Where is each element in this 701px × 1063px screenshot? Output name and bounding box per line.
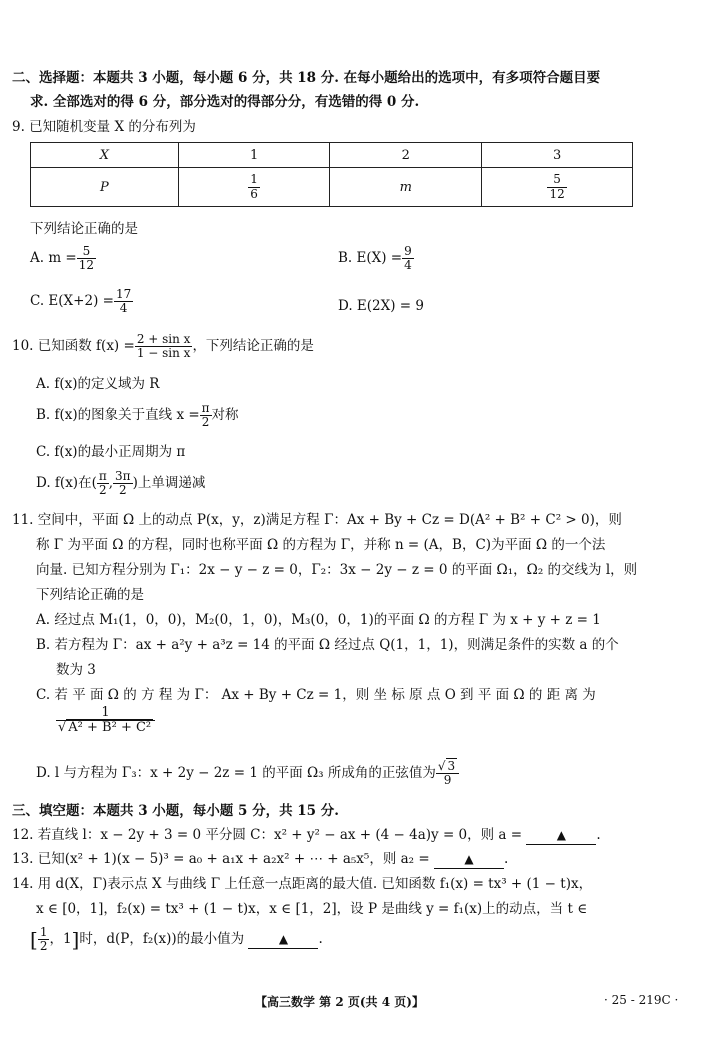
q9-prompt: 下列结论正确的是 bbox=[30, 221, 138, 237]
q11-option-b-1: B. 若方程为 Γ：ax + a²y + a³z = 14 的平面 Ω 经过点 Q(1，1，1)，则满足条件的实数 a 的个 bbox=[36, 637, 619, 653]
table-cell-p2: m bbox=[330, 168, 482, 207]
answer-blank[interactable]: ▲ bbox=[434, 854, 504, 869]
q10-option-c: C. f(x)的最小正周期为 π bbox=[36, 444, 186, 460]
footer-page-info: 【高三数学 第 2 页(共 4 页)】 bbox=[255, 995, 424, 1009]
table-row-label-p: P bbox=[31, 168, 179, 207]
q11-line-2: 称 Γ 为平面 Ω 的方程，同时也称平面 Ω 的方程为 Γ，并称 n = (A，B，C)为平面 Ω 的一个法 bbox=[36, 537, 606, 553]
section-3-heading: 三、填空题：本题共 3 小题，每小题 5 分，共 15 分. bbox=[12, 803, 339, 819]
answer-blank[interactable]: ▲ bbox=[248, 934, 318, 949]
distribution-table bbox=[30, 142, 633, 207]
q11-option-b-2: 数为 3 bbox=[56, 662, 96, 678]
q11-option-c-1: C. 若 平 面 Ω 的 方 程 为 Γ： Ax + By + Cz = 1，则 坐 标 原 点 O 到 平 面 Ω 的 距 离 为 bbox=[36, 687, 596, 703]
q10-option-d: D. f(x)在( $\frac{\pi}{2}$ , $\frac{3\pi}{2}$ )上单调递减 bbox=[36, 469, 206, 498]
section-2-heading: 二、选择题：本题共 3 小题，每小题 6 分，共 18 分. 在每小题给出的选项中，有多项符合题目要 bbox=[12, 70, 601, 86]
q14-line-2: x ∈ [0，1]，f₂(x) = tx³ + (1 − t)x，x ∈ [1，2]，设 P 是曲线 y = f₁(x)上的动点，当 t ∈ bbox=[36, 901, 588, 917]
q11-line-3: 向量. 已知方程分别为 Γ₁：2x − y − z = 0，Γ₂：3x − 2y − z = 0 的平面 Ω₁，Ω₂ 的交线为 l，则 bbox=[36, 562, 638, 578]
table-cell-p1: $\frac{1}{6}$ bbox=[178, 168, 330, 207]
answer-blank[interactable]: ▲ bbox=[526, 830, 596, 845]
q14-line-1: 14. 用 d(X，Γ)表示点 X 与曲线 Γ 上任意一点距离的最大值. 已知函数 f₁(x) = tx³ + (1 − t)x， bbox=[12, 876, 593, 892]
q14-line-3: [ $\frac{1}{2}$ ，1]时，d(P，f₂(x))的最小值为 ▲ . bbox=[30, 925, 323, 954]
q11-option-c-2: $\frac{1}{\text{√ A² + B² + C²}}$ bbox=[56, 706, 155, 736]
table-cell-p3: $\frac{5}{12}$ bbox=[482, 168, 633, 207]
q9-option-b: B. E(X) = $\frac{9}{4}$ bbox=[338, 244, 412, 273]
q12: 12. 若直线 l：x − 2y + 3 = 0 平分圆 C：x² + y² − ax + (4 − 4a)y = 0，则 a = ▲ . bbox=[12, 827, 601, 843]
table-header-2: 2 bbox=[330, 143, 482, 168]
footer-code: · 25 - 219C · bbox=[604, 993, 679, 1007]
q9-stem: 9. 已知随机变量 X 的分布列为 bbox=[12, 119, 196, 135]
section-2-heading-cont: 求. 全部选对的得 6 分，部分选对的得部分分，有选错的得 0 分. bbox=[30, 94, 420, 110]
table-header-x: X bbox=[31, 143, 179, 168]
table-header-1: 1 bbox=[178, 143, 330, 168]
q9-option-c: C. E(X+2) = $\frac{17}{4}$ bbox=[30, 287, 132, 316]
q10-option-a: A. f(x)的定义域为 R bbox=[36, 376, 160, 392]
q13: 13. 已知(x² + 1)(x − 5)³ = a₀ + a₁x + a₂x² + ⋯ + a₅x⁵，则 a₂ = ▲ . bbox=[12, 851, 509, 867]
q11-option-a: A. 经过点 M₁(1，0，0)，M₂(0，1，0)，M₃(0，0，1)的平面 Ω 的方程 Γ 为 x + y + z = 1 bbox=[36, 612, 601, 628]
q11-line-4: 下列结论正确的是 bbox=[36, 587, 144, 603]
q11-line-1: 11. 空间中，平面 Ω 上的动点 P(x，y，z)满足方程 Γ：Ax + By + Cz = D(A² + B² + C² > 0)，则 bbox=[12, 512, 622, 528]
q11-option-d: D. l 与方程为 Γ₃：x + 2y − 2z = 1 的平面 Ω₃ 所成角的正弦值为 $\frac{√ 3}{9}$ bbox=[36, 760, 459, 787]
q10-option-b: B. f(x)的图象关于直线 x = $\frac{\pi}{2}$ 对称 bbox=[36, 401, 239, 430]
q9-option-d: D. E(2X) = 9 bbox=[338, 298, 424, 314]
table-header-3: 3 bbox=[482, 143, 633, 168]
q10-stem: 10. 已知函数 f(x) = $\frac{\text{2 + sin x}}{\text{1 − sin x}}$ ，下列结论正确的是 bbox=[12, 332, 314, 361]
q9-option-a: A. m = $\frac{5}{12}$ bbox=[30, 244, 95, 273]
